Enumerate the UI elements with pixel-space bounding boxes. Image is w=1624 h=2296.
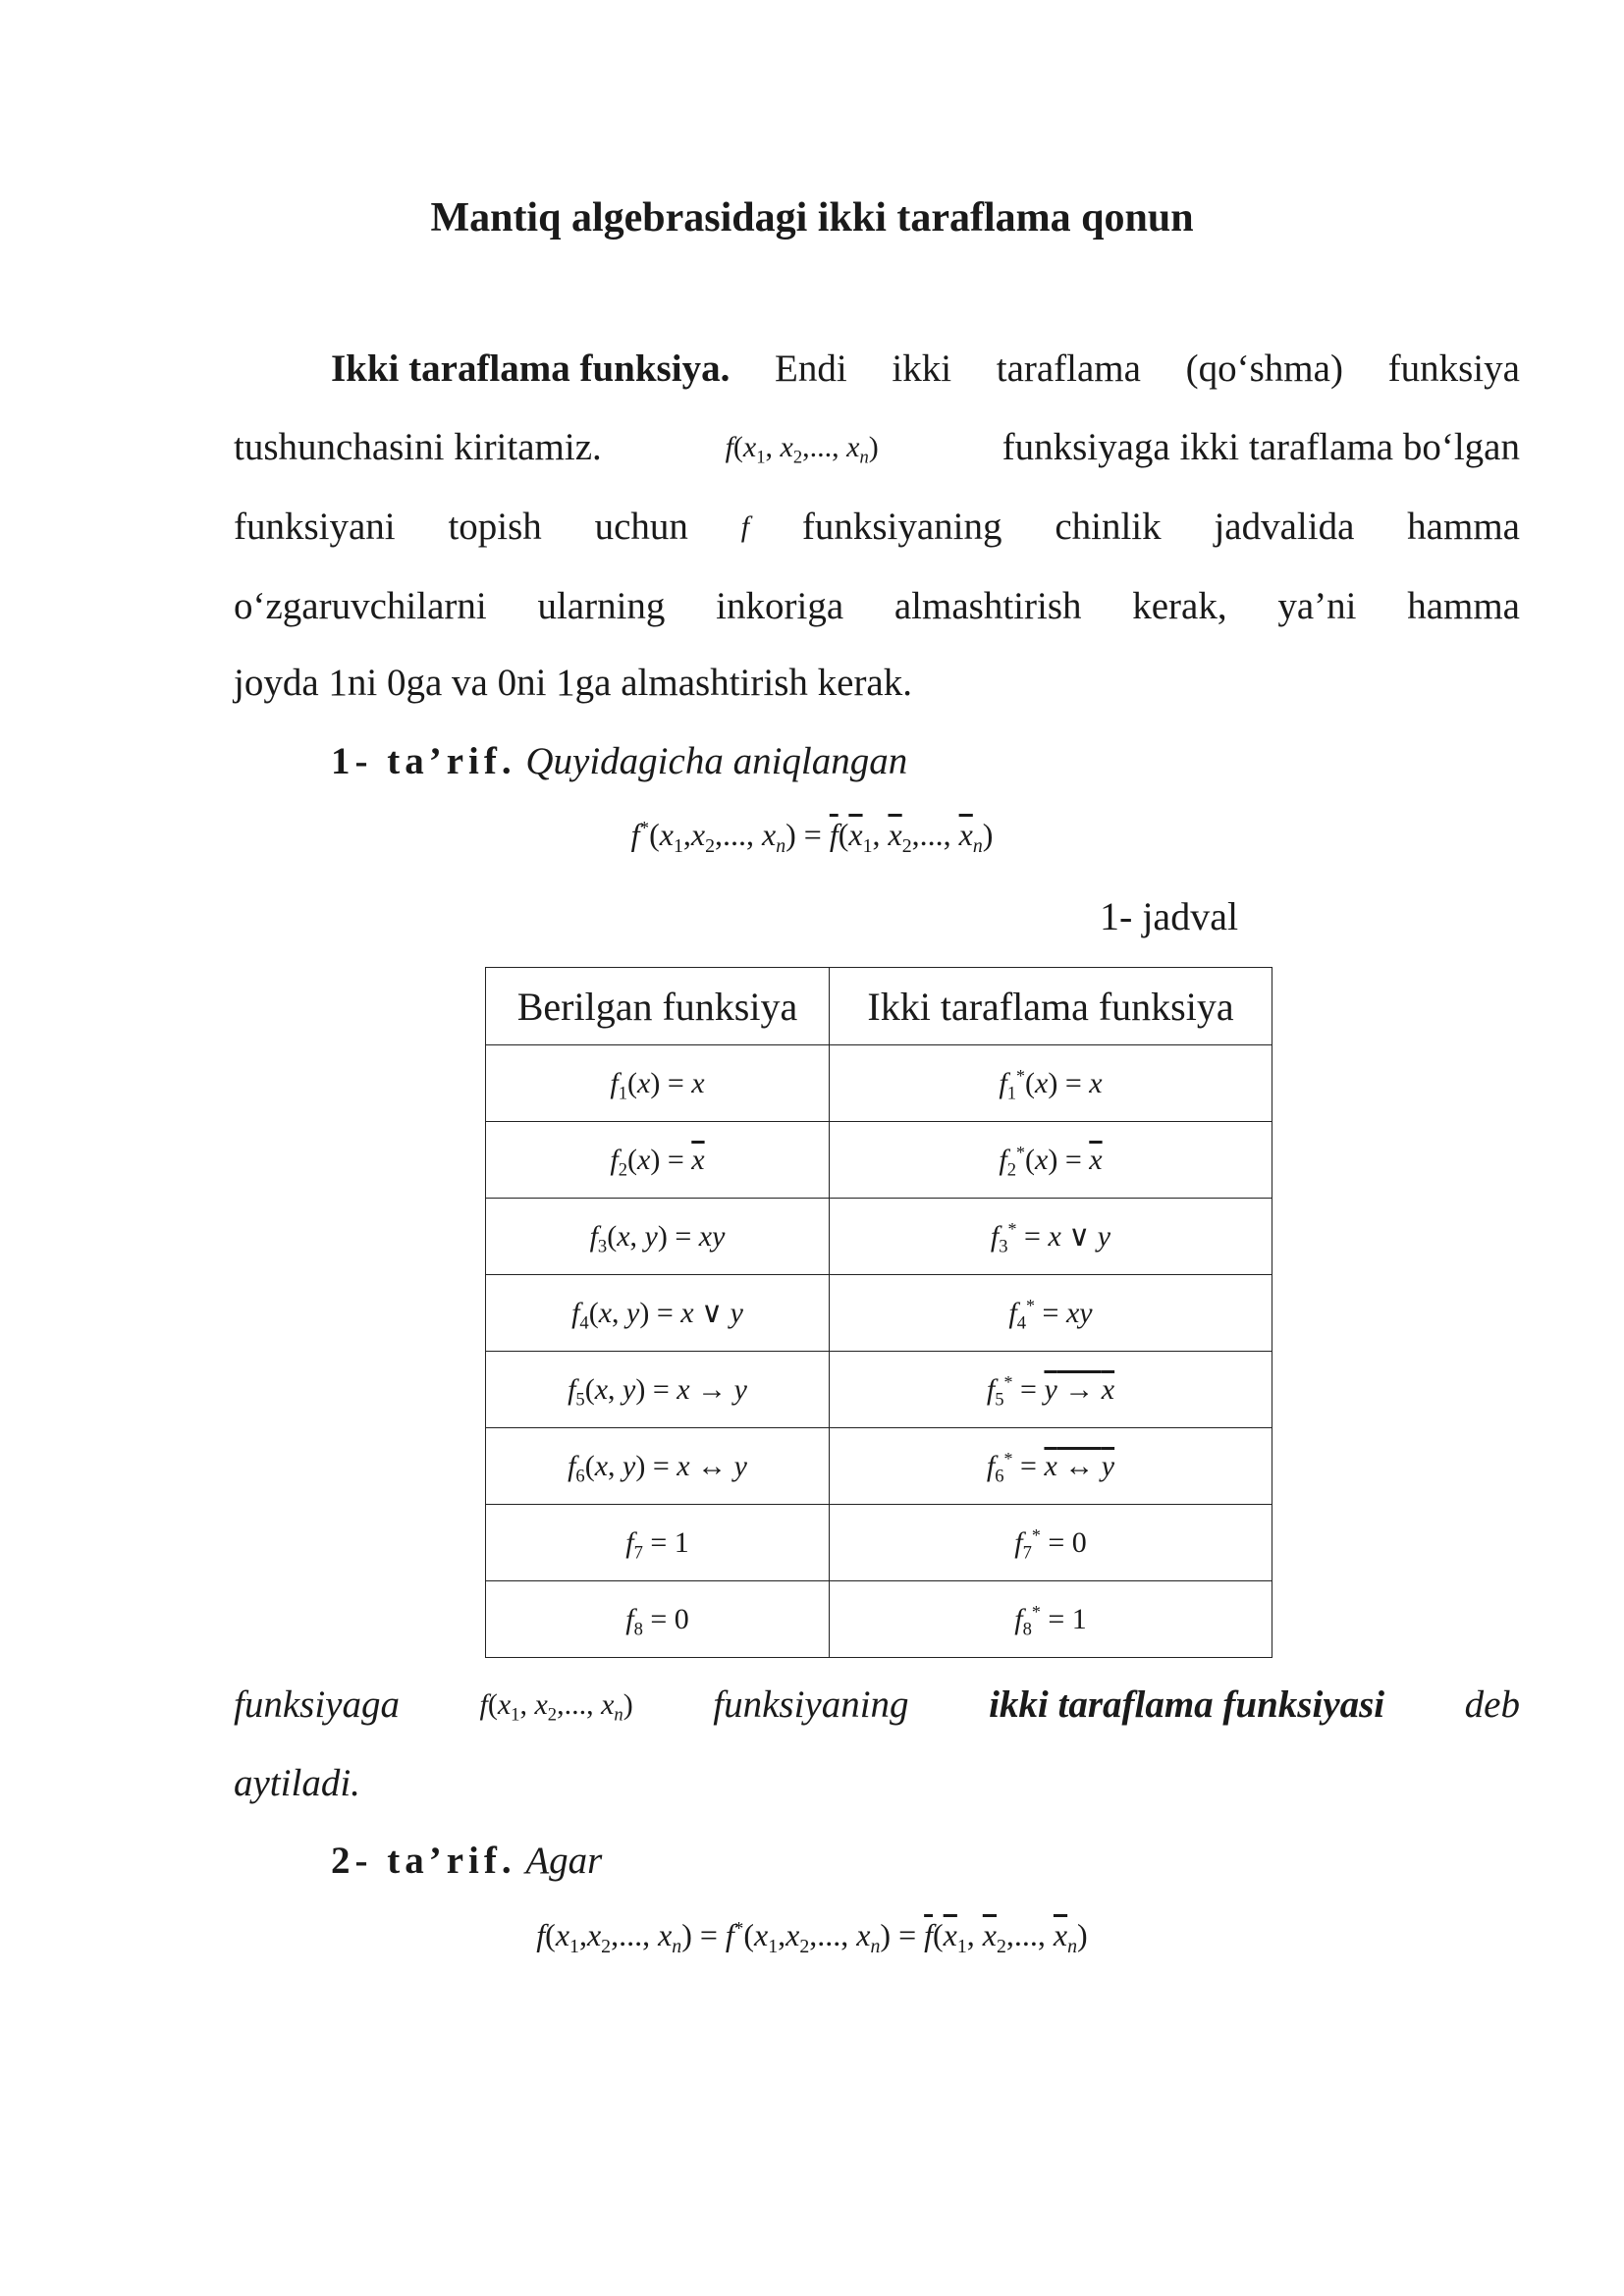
word: uchun (594, 506, 688, 548)
definition-1 (331, 738, 1520, 785)
math-inline-f: $f(x_1$, $x_2$,..., $x_n$) (479, 1688, 633, 1726)
table-cell: $f_3(x$, y) = xy (486, 1199, 830, 1275)
math-inline-f-symbol: f (740, 510, 750, 543)
text-segment: funksiyaga ikki taraflama bo‘lgan (1001, 426, 1520, 468)
table-header-row (486, 968, 1272, 1045)
paragraph-line: aytiladi. (234, 1762, 360, 1804)
paragraph-line (234, 583, 1520, 630)
definition-text: Agar (525, 1840, 603, 1882)
table-row (486, 1428, 1272, 1505)
table-cell: $f_4^*$ = xy (830, 1275, 1272, 1352)
word: chinlik (1055, 506, 1162, 548)
table-cell: $f_2^*(x) = \overline{x}$ (830, 1122, 1272, 1199)
paragraph-line (234, 424, 1520, 471)
word: funksiyani (234, 506, 396, 548)
text-segment: tushunchasini kiritamiz. (234, 426, 602, 468)
table-row (486, 1275, 1272, 1352)
word: taraflama (996, 347, 1141, 390)
table-row (486, 1505, 1272, 1581)
paragraph-line (331, 346, 1520, 393)
table-cell: $f_5(x$, y) = x → y (486, 1352, 830, 1428)
word: almashtirish (893, 585, 1082, 627)
word: hamma (1407, 506, 1520, 548)
table-row (486, 1045, 1272, 1122)
word: (qo‘shma) (1185, 347, 1343, 390)
word: topish (448, 506, 542, 548)
table-cell: $f_6(x$, y) = x ↔ y (486, 1428, 830, 1505)
word: funksiya (1387, 347, 1520, 390)
table-cell: $f_2(x) = \overline{x}$ (486, 1122, 830, 1199)
word: funksiyaning (801, 506, 1002, 548)
table-row (486, 1199, 1272, 1275)
word: funksiyaning (713, 1683, 909, 1726)
paragraph-line (234, 504, 1520, 551)
definition-2 (331, 1838, 1520, 1885)
table-cell: $f_1(x) = x$ (486, 1045, 830, 1122)
word: ularning (537, 585, 666, 627)
formula-self-dual: $f(x_1,x_2$,..., $x_n) = f^*(x_1,x_2$,..., $x_n) = \overline{f}(\overline{x}_1$, $\overline{x}_2$,..., $\overline{x}_n$) (536, 1917, 1088, 1957)
paragraph-line: joyda 1ni 0ga va 0ni 1ga almashtirish kerak. (234, 662, 912, 704)
table-cell: $f_4(x$, y) = x ∨ y (486, 1275, 830, 1352)
word: deb (1464, 1683, 1520, 1726)
word: ya’ni (1277, 585, 1357, 627)
term-heading: Ikki taraflama funksiya. (331, 347, 731, 390)
word: inkoriga (716, 585, 844, 627)
word: funksiyaga (234, 1683, 400, 1726)
table-cell: $f_6^* = x$ ↔ y (830, 1428, 1272, 1505)
definition-label: 2- ta’rif. (331, 1840, 516, 1882)
table-row (486, 1122, 1272, 1199)
table-cell: $f_7^* = 0$ (830, 1505, 1272, 1581)
table-cell: $f_7 = 1$ (486, 1505, 830, 1581)
column-header: Berilgan funksiya (486, 968, 830, 1045)
table-row (486, 1352, 1272, 1428)
table-cell: $f_8^* = 1$ (830, 1581, 1272, 1658)
definition-text: Quyidagicha aniqlangan (525, 740, 908, 782)
definition-label: 1- ta’rif. (331, 740, 516, 782)
word: hamma (1407, 585, 1520, 627)
math-inline-f: $f(x_1$, $x_2$,..., $x_n$) (725, 431, 879, 468)
term-emphasis: ikki taraflama funksiyasi (989, 1683, 1385, 1726)
page-title: Mantiq algebrasidagi ikki taraflama qonun (430, 195, 1194, 240)
word: kerak, (1132, 585, 1227, 627)
table-row (486, 1581, 1272, 1658)
table-cell: $f_3^* = x$ ∨ y (830, 1199, 1272, 1275)
table-cell: $f_5^* = y \to x$ (830, 1352, 1272, 1428)
word: o‘zgaruvchilarni (234, 585, 487, 627)
table-caption: 1- jadval (1100, 894, 1239, 938)
word: jadvalida (1214, 506, 1355, 548)
formula-dual-definition: $f^*(x_1,x_2$,..., $x_n) = \overline{f}(\overline{x}_1$, $\overline{x}_2$,..., $\overline{x}_n$) (630, 817, 994, 857)
table-cell: $f_8 = 0$ (486, 1581, 830, 1658)
table-cell: $f_1^*(x) = x$ (830, 1045, 1272, 1122)
word: ikki (892, 347, 952, 390)
paragraph-line (234, 1682, 1520, 1729)
word: Endi (775, 347, 847, 390)
dual-functions-table (485, 967, 1272, 1658)
column-header: Ikki taraflama funksiya (830, 968, 1272, 1045)
